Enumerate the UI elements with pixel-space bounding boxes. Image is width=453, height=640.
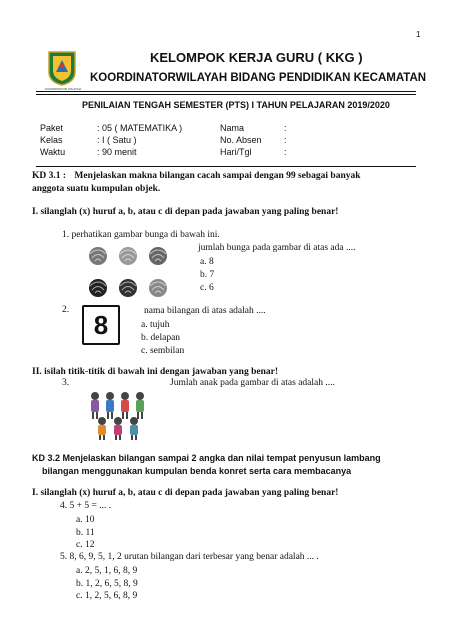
info-left-values	[97, 122, 182, 158]
page-number: 1	[416, 30, 421, 39]
question-3-number: 3.	[62, 378, 70, 388]
question-1-intro: 1. perhatikan gambar bunga di bawah ini.	[62, 230, 220, 240]
question-2-number: 2.	[62, 305, 70, 315]
kd-3-1-text: Menjelaskan makna bilangan cacah sampai dengan 99 sebagai banyak	[74, 171, 361, 181]
nama-label: Nama	[220, 123, 245, 133]
question-2-text: nama bilangan di atas adalah ....	[144, 306, 266, 316]
section-3-heading: I. silanglah (x) huruf a, b, atau c di depan pada jawaban yang paling benar!	[32, 488, 339, 498]
kd-3-2-line-2: bilangan menggunakan kumpulan benda konret serta cara membacanya	[42, 466, 352, 476]
question-4-options	[76, 514, 95, 552]
kd-3-1	[32, 171, 422, 181]
question-5-options	[76, 565, 138, 603]
waktu-value: : 90 menit	[97, 147, 137, 157]
number-card: 8	[82, 305, 120, 345]
q4-option-c[interactable]: c. 12	[76, 540, 95, 550]
logo-caption: KOORDINATOR WILAYAH	[45, 87, 81, 91]
kelas-label: Kelas	[40, 135, 63, 145]
question-4: 4. 5 + 5 = ... .	[60, 501, 112, 511]
info-right	[220, 122, 262, 158]
q2-option-c[interactable]: c. sembilan	[141, 346, 185, 356]
info-rule	[36, 166, 416, 167]
q4-option-b[interactable]: b. 11	[76, 527, 95, 538]
absen-label: No. Absen	[220, 135, 262, 145]
section-2-heading: II. isilah titik-titik di bawah ini dengan jawaban yang benar!	[32, 367, 279, 377]
section-1-heading: I. silanglah (x) huruf a, b, atau c di depan pada jawaban yang paling benar!	[32, 207, 339, 217]
question-5: 5. 8, 6, 9, 5, 1, 2 urutan bilangan dari terbesar yang benar adalah ... .	[60, 552, 319, 562]
q1-option-a[interactable]: a. 8	[200, 257, 214, 267]
q5-option-b[interactable]: b. 1, 2, 6, 5, 8, 9	[76, 578, 138, 589]
children-illustration	[85, 388, 155, 440]
exam-title: PENILAIAN TENGAH SEMESTER (PTS) I TAHUN PELAJARAN 2019/2020	[82, 100, 390, 110]
hari-field: :	[284, 147, 287, 157]
q1-option-b[interactable]: b. 7	[200, 270, 215, 280]
q1-option-c[interactable]: c. 6	[200, 283, 214, 293]
paket-label: Paket	[40, 123, 64, 133]
paket-value: : 05 ( MATEMATIKA )	[97, 123, 183, 133]
header-rule-bottom	[36, 94, 416, 95]
q4-option-a[interactable]: a. 10	[76, 515, 95, 525]
hari-label: Hari/Tgl	[220, 147, 252, 157]
kd-3-1-label: KD 3.1 :	[32, 171, 67, 181]
question-2-options	[141, 319, 184, 358]
header-title: KELOMPOK KERJA GURU ( KKG )	[150, 50, 363, 65]
kd-3-1-text-2: anggota suatu kumpulan objek.	[32, 184, 161, 194]
question-3-text: Jumlah anak pada gambar di atas adalah ....	[170, 378, 335, 388]
q5-option-c[interactable]: c. 1, 2, 5, 6, 8, 9	[76, 591, 138, 601]
q2-option-a[interactable]: a. tujuh	[141, 320, 170, 330]
info-right-colons	[284, 122, 287, 158]
info-left	[40, 122, 65, 158]
regency-logo	[46, 50, 78, 86]
header-subtitle: KOORDINATORWILAYAH BIDANG PENDIDIKAN KECAMATAN	[90, 72, 427, 84]
kd-3-2-line-1: KD 3.2 Menjelaskan bilangan sampai 2 angka dan nilai tempat penyusun lambang	[32, 453, 381, 463]
q5-option-a[interactable]: a. 2, 5, 1, 6, 8, 9	[76, 566, 138, 576]
kelas-value: : I ( Satu )	[97, 135, 137, 145]
question-1-text: jumlah bunga pada gambar di atas ada ....	[198, 243, 356, 253]
absen-field: :	[284, 135, 287, 145]
flower-illustration	[84, 242, 188, 304]
header-rule-top	[36, 91, 416, 92]
nama-field: :	[284, 123, 287, 133]
question-1-options	[200, 256, 214, 295]
waktu-label: Waktu	[40, 147, 66, 157]
q2-option-b[interactable]: b. delapan	[141, 333, 181, 343]
